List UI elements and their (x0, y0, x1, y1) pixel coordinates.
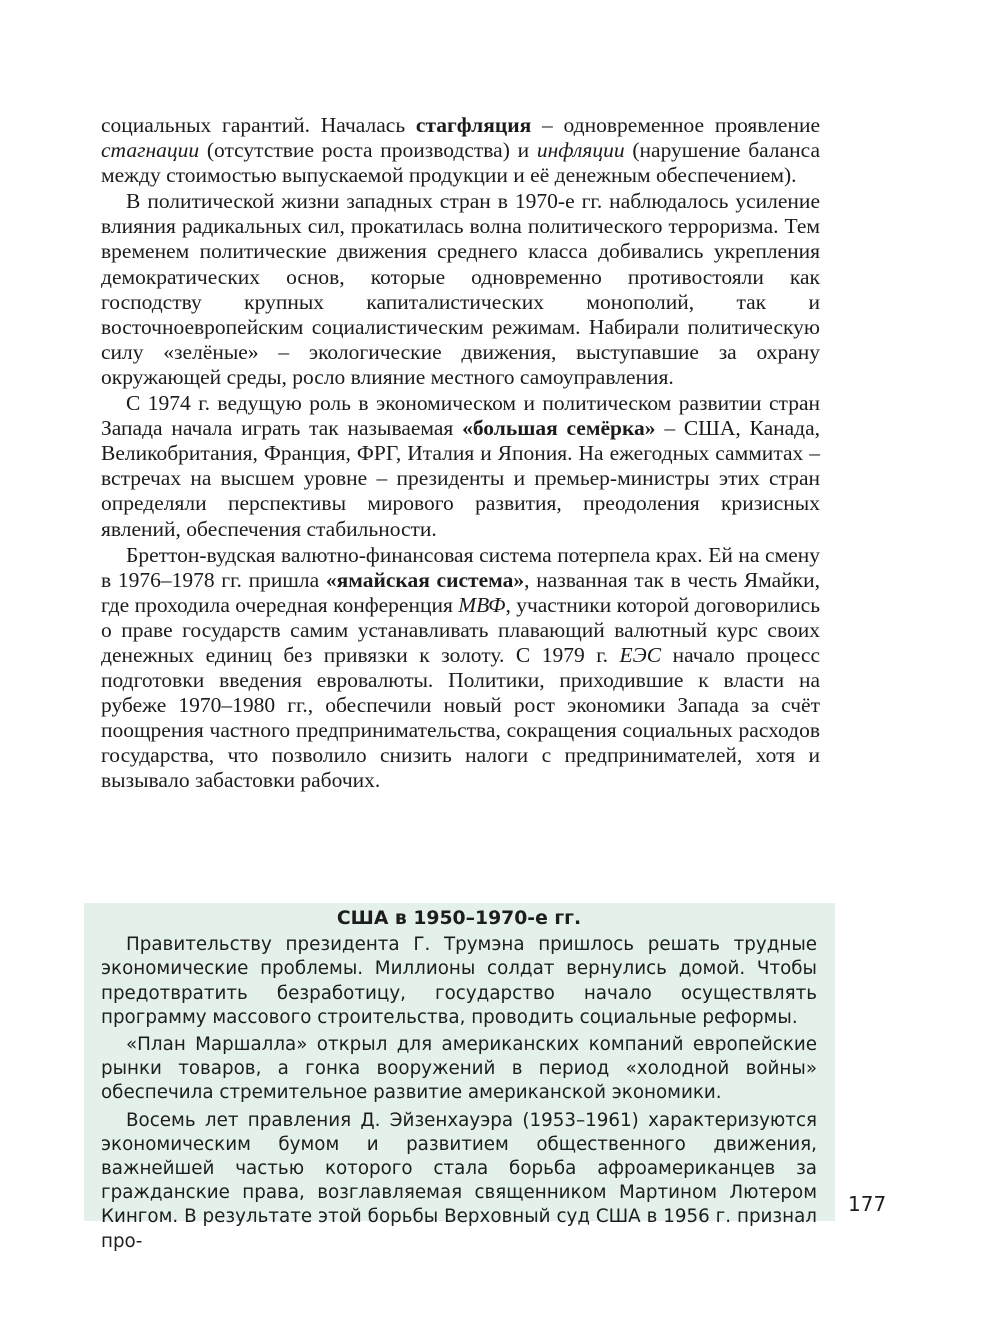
usa-paragraph-eisenhower: Восемь лет правления Д. Эйзенхауэра (1953–1961) характеризуются экономическим бумом и развитием общественного движения, важнейшей частью которого стала борьба афроамериканцев за гражданские права, возглавляемая священником Мартином Лютером Кингом. В результате этой борьбы Верховный суд США в 1956 г. признал про- (101, 1109, 817, 1252)
usa-sidebar-content (101, 907, 817, 1254)
usa-paragraph-marshall: «План Маршалла» открыл для американских компаний европейские рынки товаров, а гонка вооружений в период «холодной войны» обеспечила стремительное развитие американской экономики. (101, 1034, 817, 1104)
page-number: 177 (848, 1192, 887, 1216)
usa-paragraph-truman: Правительству президента Г. Трумэна пришлось решать трудные экономические проблемы. Миллионы солдат вернулись домой. Чтобы предотвратить безработицу, государство начало осуществлять программу массового строительства, проводить социальные реформы. (101, 934, 817, 1028)
term-inflation: инфляции (536, 138, 625, 163)
term-stagflation: стагфляция (415, 113, 532, 137)
paragraph-stagflation: социальных гарантий. Началась стагфляция – одновременное проявление стагнации (отсутствие роста производства) и инфляции (нарушение баланса между стоимостью выпускаемой продукции и её денежным обеспечением). (101, 113, 820, 188)
term-imf: МВФ (458, 592, 506, 617)
term-eec: ЕЭС (619, 642, 662, 667)
main-text (101, 113, 820, 794)
paragraph-big-seven: С 1974 г. ведущую роль в экономическом и политическом развитии стран Запада начала играть так называемая «большая семёрка» – США, Канада, Великобритания, Франция, ФРГ, Италия и Япония. На ежегодных саммитах – встречах на высшем уровне – президенты и премьер-министры этих стран определяли перспективы мирового развития, преодоления кризисных явлений, обеспечения стабильности. (101, 391, 821, 541)
term-stagnation: стагнации (101, 138, 200, 163)
usa-sidebar-box (84, 903, 835, 1252)
term-jamaica-system: «ямайская система» (325, 567, 525, 592)
paragraph-jamaica-system: Бреттон-вудская валютно-финансовая система потерпела крах. Ей на смену в 1976–1978 гг. пришла «ямайская система», названная так в честь Ямайки, где проходила очередная конференция МВФ, участники которой договорились о праве государств самим устанавливать плавающий валютный курс своих денежных единиц без привязки к золоту. С 1979 г. ЕЭС начало процесс подготовки введения евровалюты. Политики, приходившие к власти на рубеже 1970–1980 гг., обеспечили новый рост экономики Запада за счёт поощрения частного предпринимательства, сокращения социальных расходов государства, что позволило снизить налоги с предпринимателей, хотя и вызывало забастовки рабочих. (101, 542, 820, 793)
term-big-seven: «большая семёрка» (462, 416, 656, 441)
usa-sidebar-title: США в 1950–1970-е гг. (336, 908, 582, 929)
paragraph-politics: В политической жизни западных стран в 1970-е гг. наблюдалось усиление влияния радикальных сил, прокатилась волна политического терроризма. Тем временем политические движения среднего класса добивались укрепления демократических основ, которые одновременно противостояли как господству крупных капиталистических монополий, так и восточноевропейским социалистическим режимам. Набирали политическую силу «зелёные» – экологические движения, выступавшие за охрану окружающей среды, росло влияние местного самоуправления. (101, 189, 820, 389)
